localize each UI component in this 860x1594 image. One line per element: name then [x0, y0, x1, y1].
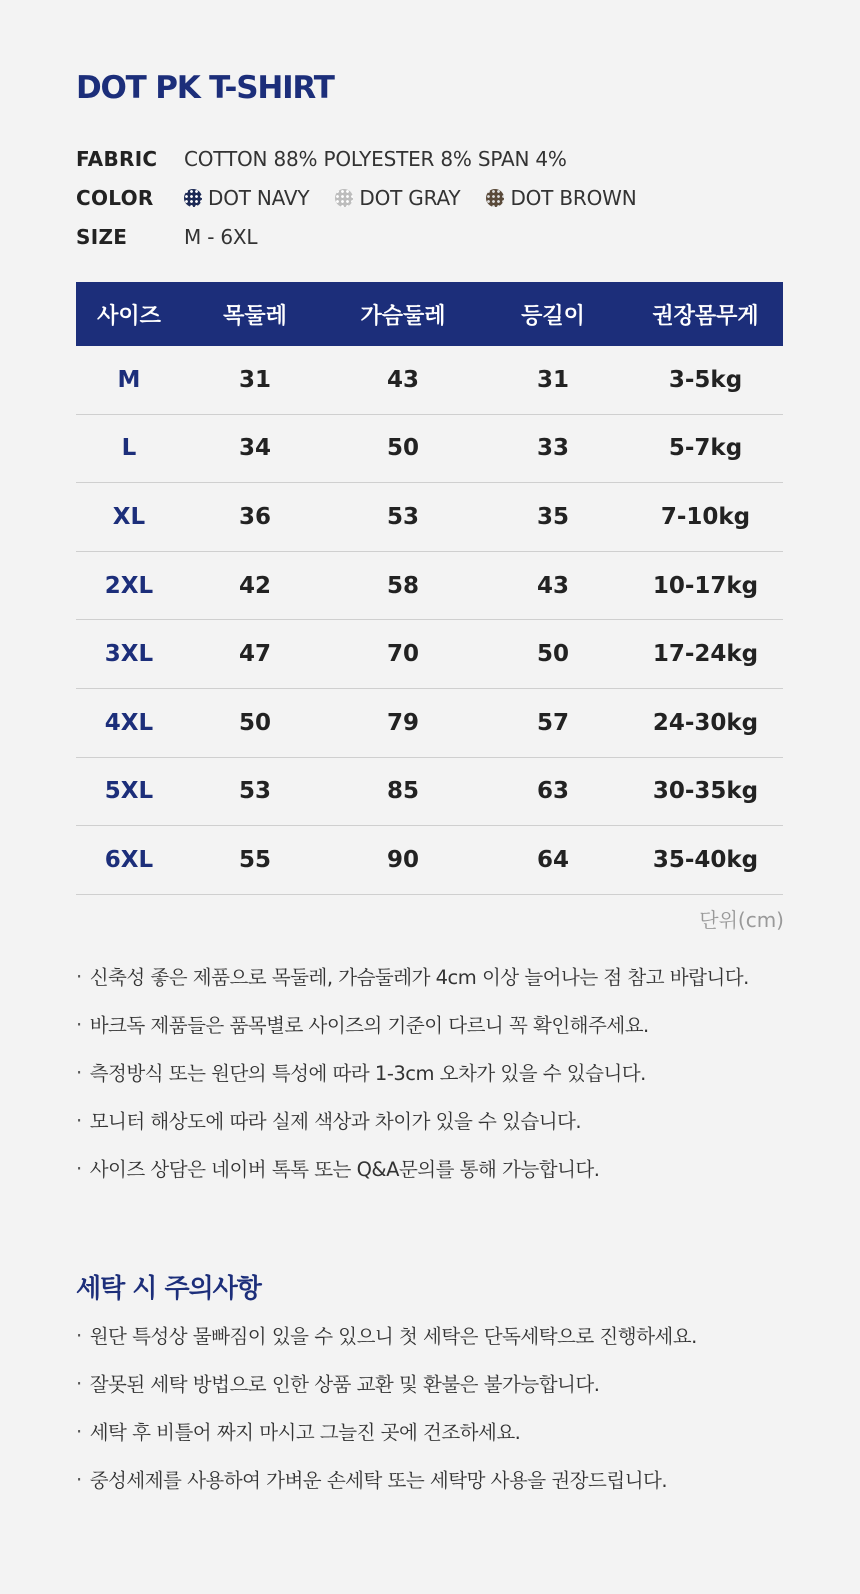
header-cell: 등길이 [521, 303, 585, 329]
list-item [76, 1000, 796, 1048]
size-cell: 2XL [104, 572, 154, 599]
color-name: DOT GRAY [359, 186, 461, 210]
bullet: · [76, 1371, 82, 1395]
table-cell: 17-24kg [652, 641, 759, 668]
bullet: · [76, 1060, 82, 1084]
list-item [76, 1144, 796, 1192]
color-label: COLOR [76, 186, 154, 210]
list-item [76, 952, 796, 1000]
size-notes-list [76, 952, 796, 1192]
table-cell: 53 [238, 778, 271, 805]
table-row [76, 826, 783, 895]
size-cell: L [121, 435, 137, 462]
table-cell: 79 [386, 709, 419, 736]
list-item [76, 1048, 796, 1096]
table-cell: 10-17kg [652, 572, 759, 599]
table-cell: 31 [238, 366, 271, 393]
table-row [76, 483, 783, 552]
table-cell: 47 [238, 641, 271, 668]
table-row [76, 552, 783, 621]
table-cell: 35-40kg [652, 846, 759, 873]
color-option-gray [335, 186, 460, 210]
list-item [76, 1311, 796, 1359]
color-options [184, 186, 662, 210]
list-item [76, 1455, 796, 1503]
spec-color [76, 183, 662, 213]
table-cell: 85 [386, 778, 419, 805]
note-text: 원단 특성상 물빠짐이 있을 수 있으니 첫 세탁은 단독세탁으로 진행하세요. [89, 1325, 697, 1348]
table-cell: 5-7kg [668, 435, 743, 462]
bullet: · [76, 1467, 82, 1491]
table-cell: 50 [536, 641, 569, 668]
list-item [76, 1096, 796, 1144]
fabric-value: COTTON 88% POLYESTER 8% SPAN 4% [184, 147, 567, 171]
bullet: · [76, 964, 82, 988]
spec-fabric [76, 144, 567, 174]
table-cell: 63 [536, 778, 569, 805]
product-title: DOT PK T-SHIRT [76, 70, 334, 106]
size-cell: XL [112, 503, 146, 530]
table-cell: 70 [386, 641, 419, 668]
size-cell: 3XL [104, 641, 154, 668]
color-option-brown [486, 186, 636, 210]
table-cell: 7-10kg [660, 503, 751, 530]
table-row [76, 758, 783, 827]
size-cell: 5XL [104, 778, 154, 805]
table-cell: 58 [386, 572, 419, 599]
gray-swatch-icon [335, 189, 353, 207]
table-cell: 35 [536, 503, 569, 530]
table-row [76, 346, 783, 415]
size-table-body [76, 346, 783, 895]
color-option-navy [184, 186, 309, 210]
list-item [76, 1359, 796, 1407]
header-cell: 가슴둘레 [360, 303, 446, 329]
fabric-label: FABRIC [76, 147, 158, 171]
size-label: SIZE [76, 225, 128, 249]
bullet: · [76, 1156, 82, 1180]
washing-notes-list [76, 1311, 796, 1503]
table-cell: 34 [238, 435, 271, 462]
size-table [76, 282, 783, 895]
color-name: DOT BROWN [510, 186, 637, 210]
table-cell: 31 [536, 366, 569, 393]
header-cell: 목둘레 [223, 303, 287, 329]
bullet: · [76, 1012, 82, 1036]
table-row [76, 689, 783, 758]
brown-swatch-icon [486, 189, 504, 207]
header-cell: 권장몸무게 [652, 303, 759, 329]
table-cell: 43 [386, 366, 419, 393]
table-cell: 55 [238, 846, 271, 873]
note-text: 모니터 해상도에 따라 실제 색상과 차이가 있을 수 있습니다. [89, 1110, 582, 1133]
list-item [76, 1407, 796, 1455]
note-text: 바크독 제품들은 품목별로 사이즈의 기준이 다르니 꼭 확인해주세요. [89, 1014, 649, 1037]
size-value: M - 6XL [184, 225, 258, 249]
bullet: · [76, 1419, 82, 1443]
table-cell: 50 [386, 435, 419, 462]
table-cell: 36 [238, 503, 271, 530]
table-cell: 50 [238, 709, 271, 736]
table-cell: 33 [536, 435, 569, 462]
note-text: 중성세제를 사용하여 가벼운 손세탁 또는 세탁망 사용을 권장드립니다. [89, 1469, 668, 1492]
size-cell: 4XL [104, 709, 154, 736]
navy-swatch-icon [184, 189, 202, 207]
bullet: · [76, 1108, 82, 1132]
unit-label: 단위(cm) [699, 908, 784, 932]
color-name: DOT NAVY [208, 186, 310, 210]
table-cell: 24-30kg [652, 709, 759, 736]
table-cell: 64 [536, 846, 569, 873]
size-cell: 6XL [104, 846, 154, 873]
note-text: 측정방식 또는 원단의 특성에 따라 1-3cm 오차가 있을 수 있습니다. [89, 1062, 646, 1085]
table-row [76, 415, 783, 484]
table-cell: 3-5kg [668, 366, 743, 393]
note-text: 신축성 좋은 제품으로 목둘레, 가슴둘레가 4cm 이상 늘어나는 점 참고 바랍니다. [89, 966, 749, 989]
table-cell: 30-35kg [652, 778, 759, 805]
washing-title: 세탁 시 주의사항 [76, 1274, 261, 1304]
table-cell: 42 [238, 572, 271, 599]
table-cell: 57 [536, 709, 569, 736]
table-row [76, 620, 783, 689]
spec-size [76, 222, 257, 252]
note-text: 세탁 후 비틀어 짜지 마시고 그늘진 곳에 건조하세요. [89, 1421, 521, 1444]
size-table-header [76, 282, 783, 346]
header-cell: 사이즈 [97, 303, 161, 329]
size-cell: M [117, 366, 141, 393]
bullet: · [76, 1323, 82, 1347]
note-text: 잘못된 세탁 방법으로 인한 상품 교환 및 환불은 불가능합니다. [89, 1373, 600, 1396]
table-cell: 90 [386, 846, 419, 873]
note-text: 사이즈 상담은 네이버 톡톡 또는 Q&A문의를 통해 가능합니다. [89, 1158, 600, 1181]
table-cell: 53 [386, 503, 419, 530]
table-cell: 43 [536, 572, 569, 599]
